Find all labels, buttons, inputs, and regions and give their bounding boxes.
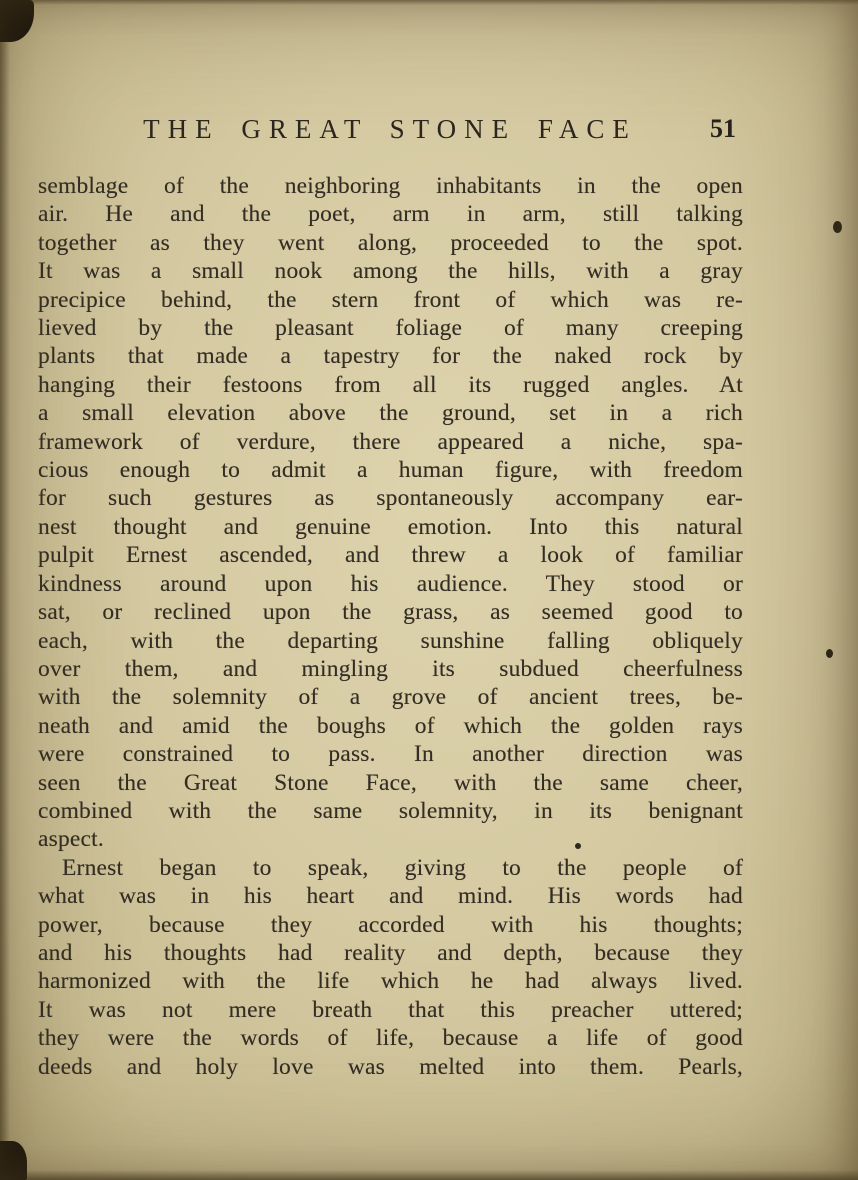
text-line: for such gestures as spontaneously accompany ear- (38, 485, 743, 512)
text-line: framework of verdure, there appeared a niche, spa- (38, 428, 743, 455)
text-line: seen the Great Stone Face, with the same cheer, (38, 769, 743, 796)
scan-edge-left (0, 0, 10, 1180)
page-title: THE GREAT STONE FACE (143, 114, 637, 144)
text-line: air. He and the poet, arm in arm, still talking (38, 201, 743, 228)
text-line: a small elevation above the ground, set in a rich (38, 400, 743, 427)
text-line: sat, or reclined upon the grass, as seemed good to (38, 599, 743, 626)
scan-corner-bottom-left (0, 1141, 27, 1180)
text-line: they were the words of life, because a life of good (38, 1025, 743, 1052)
text-line: nest thought and genuine emotion. Into this natural (38, 513, 743, 540)
body-text (38, 172, 743, 1081)
text-line: were constrained to pass. In another direction was (38, 741, 743, 768)
scan-speck (833, 221, 842, 233)
text-line: deeds and holy love was melted into them. Pearls, (38, 1053, 743, 1080)
text-line: It was not mere breath that this preacher uttered; (38, 996, 743, 1023)
page-header (38, 114, 742, 152)
text-line: plants that made a tapestry for the naked rock by (38, 343, 743, 370)
scan-corner-top-left (0, 0, 34, 42)
text-line: aspect. (38, 826, 104, 853)
text-line: semblage of the neighboring inhabitants in the open (38, 173, 743, 199)
page-number: 51 (710, 114, 736, 143)
text-line: each, with the departing sunshine falling obliquely (38, 627, 743, 654)
text-line: together as they went along, proceeded to the spot. (38, 229, 743, 256)
text-line: and his thoughts had reality and depth, because they (38, 939, 743, 966)
text-line: pulpit Ernest ascended, and threw a look of familiar (38, 542, 743, 569)
text-line: with the solemnity of a grove of ancient trees, be- (38, 684, 743, 711)
text-line: over them, and mingling its subdued cheerfulness (38, 655, 743, 682)
scan-edge-top (0, 0, 858, 5)
text-line: lieved by the pleasant foliage of many creeping (38, 315, 743, 342)
text-line: cious enough to admit a human figure, with freedom (38, 457, 743, 484)
text-line: combined with the same solemnity, in its benignant (38, 797, 743, 824)
scan-speck (575, 843, 581, 849)
text-line: harmonized with the life which he had always lived. (38, 968, 743, 995)
text-line: neath and amid the boughs of which the golden rays (38, 712, 743, 739)
scan-speck (826, 649, 833, 658)
text-line: kindness around upon his audience. They stood or (38, 570, 743, 597)
text-line: what was in his heart and mind. His words had (38, 883, 743, 910)
text-line: Ernest began to speak, giving to the people of (62, 854, 743, 881)
text-line: power, because they accorded with his thoughts; (38, 911, 743, 938)
text-line: hanging their festoons from all its rugged angles. At (38, 371, 743, 398)
text-line: precipice behind, the stern front of which was re- (38, 286, 743, 313)
text-line: It was a small nook among the hills, with a gray (38, 258, 743, 285)
scan-edge-bottom (0, 1170, 858, 1180)
